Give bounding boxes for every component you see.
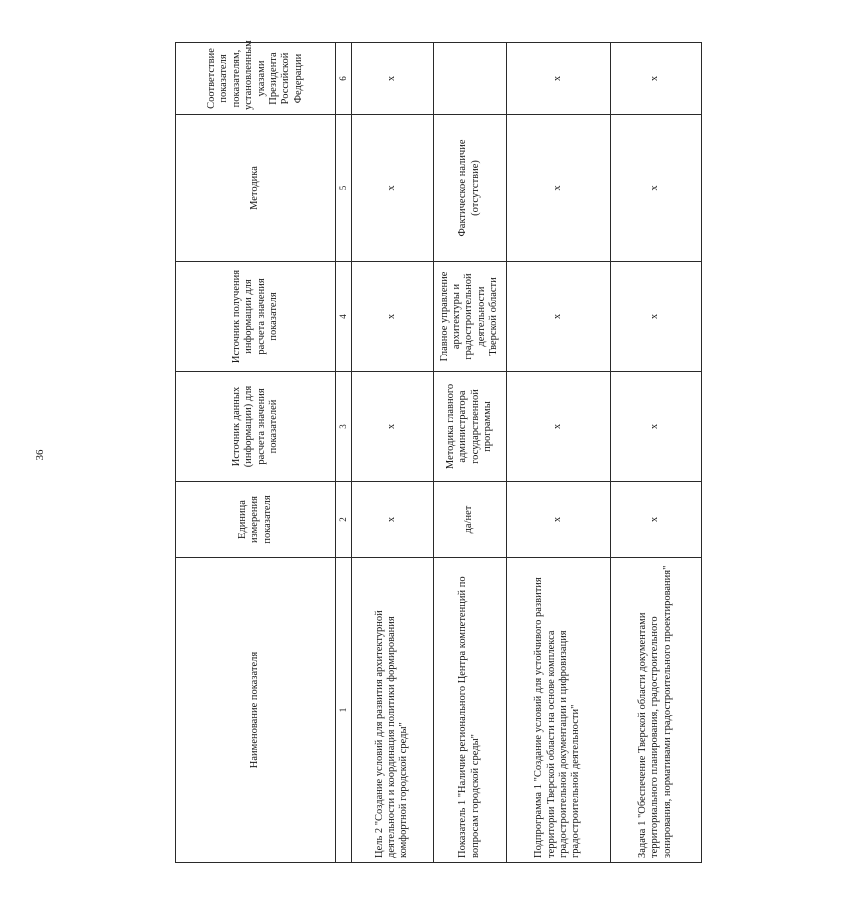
cell-unit: да/нет: [433, 482, 506, 558]
cell-method: Фактическое наличие (отсутствие): [433, 115, 506, 262]
column-number-row: [336, 43, 352, 863]
cell-data-source: x: [506, 372, 610, 482]
header-indicator-name: Наименование показателя: [176, 558, 336, 863]
table-row: [433, 43, 506, 863]
column-number: 6: [336, 43, 352, 115]
column-number: 3: [336, 372, 352, 482]
rotated-table-container: [175, 40, 865, 863]
table-row: [610, 43, 701, 863]
table-row: [351, 43, 433, 863]
column-number: 1: [336, 558, 352, 863]
cell-unit: x: [610, 482, 701, 558]
table-header-row: [176, 43, 336, 863]
cell-data-source: x: [351, 372, 433, 482]
indicators-table: [175, 42, 702, 863]
cell-compliance: x: [610, 43, 701, 115]
cell-info-source: x: [351, 262, 433, 372]
cell-compliance: [433, 43, 506, 115]
header-method: Методика: [176, 115, 336, 262]
cell-indicator-name: Задача 1 "Обеспечение Тверской области документами территориального планирования, градостроительного зонирования, нормативами градостроительного проектирования": [610, 558, 701, 863]
cell-info-source: x: [610, 262, 701, 372]
column-number: 4: [336, 262, 352, 372]
cell-method: x: [351, 115, 433, 262]
header-unit: Единица измерения показателя: [176, 482, 336, 558]
column-number: 5: [336, 115, 352, 262]
table-row: [506, 43, 610, 863]
cell-info-source: x: [506, 262, 610, 372]
cell-compliance: x: [351, 43, 433, 115]
cell-info-source: Главное управление архитектуры и градостроительной деятельности Тверской области: [433, 262, 506, 372]
cell-data-source: x: [610, 372, 701, 482]
cell-indicator-name: Подпрограмма 1 "Создание условий для устойчивого развития территории Тверской области на основе комплекса градостроительной документации и цифровизация градостроительной деятельности": [506, 558, 610, 863]
column-number: 2: [336, 482, 352, 558]
cell-indicator-name: Показатель 1 "Наличие регионального Центра компетенций по вопросам городской среды": [433, 558, 506, 863]
cell-data-source: Методика главного администратора государственной программы: [433, 372, 506, 482]
cell-unit: x: [506, 482, 610, 558]
header-data-source: Источник данных (информации) для расчета значения показателей: [176, 372, 336, 482]
cell-method: x: [610, 115, 701, 262]
cell-indicator-name: Цель 2 "Создание условий для развития архитектурной деятельности и координация политики формирования комфортной городской среды": [351, 558, 433, 863]
header-info-source: Источник получения информации для расчета значения показателя: [176, 262, 336, 372]
header-compliance: Соответствие показателя показателям, установленным указами Президента Российской Федерации: [176, 43, 336, 115]
cell-compliance: x: [506, 43, 610, 115]
page-number: 36: [34, 449, 46, 461]
cell-method: x: [506, 115, 610, 262]
cell-unit: x: [351, 482, 433, 558]
